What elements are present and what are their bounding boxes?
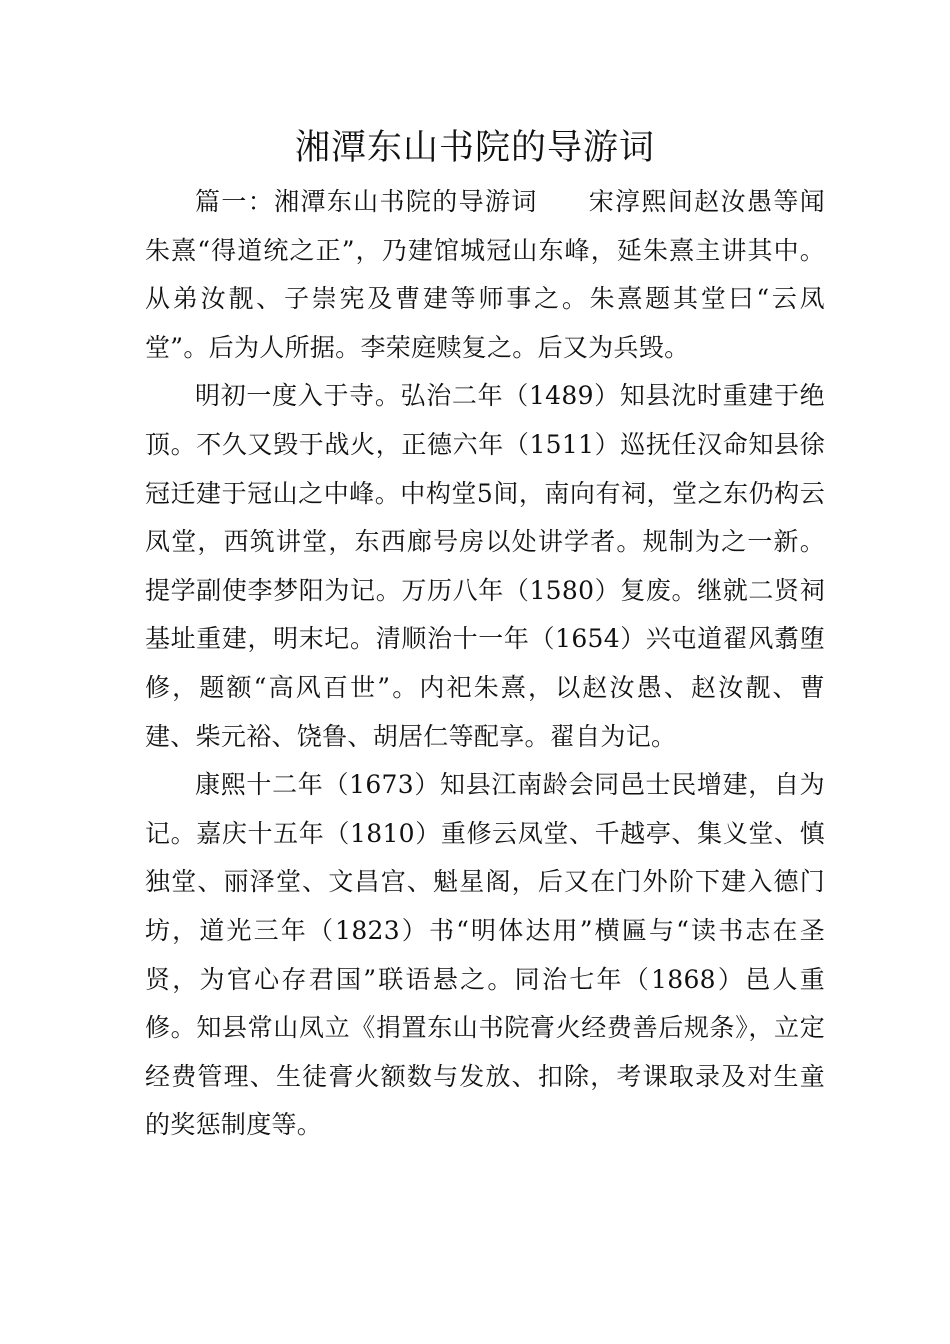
paragraph-3-text: 康熙十二年（1673）知县江南龄会同邑士民增建，自为记。嘉庆十五年（1810）重修云凤堂、千越亭、集义堂、慎独堂、丽泽堂、文昌宫、魁星阁，后又在门外阶下建入德门坊，道光三年（1823）书“明体达用”横匾与“读书志在圣贤，为官心存君国”联语悬之。同治七年（1868）邑人重修。知县常山凤立《捐置东山书院膏火经费善后规条》，立定经费管理、生徒膏火额数与发放、扣除，考课取录及对生童的奖惩制度等。 [145, 770, 825, 1140]
document-body [145, 178, 825, 1150]
paragraph-3 [145, 761, 825, 1150]
paragraph-1-lead: 篇一：湘潭东山书院的导游词 [195, 187, 538, 216]
paragraph-1-text: 宋淳熙间赵汝愚等闻朱熹“得道统之正”，乃建馆城冠山东峰，延朱熹主讲其中。从弟汝靓、子崇宪及曹建等师事之。朱熹题其堂曰“云凤堂”。后为人所据。李荣庭赎复之。后又为兵毁。 [145, 187, 826, 362]
paragraph-2 [145, 372, 825, 761]
paragraph-2-text: 明初一度入于寺。弘治二年（1489）知县沈时重建于绝顶。不久又毁于战火，正德六年（1511）巡抚任汉命知县徐冠迁建于冠山之中峰。中构堂5间，南向有祠，堂之东仍构云凤堂，西筑讲堂，东西廊号房以处讲学者。规制为之一新。提学副使李梦阳为记。万历八年（1580）复废。继就二贤祠基址重建，明末圮。清顺治十一年（1654）兴屯道翟风翥堕修，题额“高风百世”。内祀朱熹，以赵汝愚、赵汝靓、曹建、柴元裕、饶鲁、胡居仁等配享。翟自为记。 [145, 381, 825, 751]
document-title: 湘潭东山书院的导游词 [294, 128, 655, 168]
paragraph-1 [145, 178, 825, 372]
